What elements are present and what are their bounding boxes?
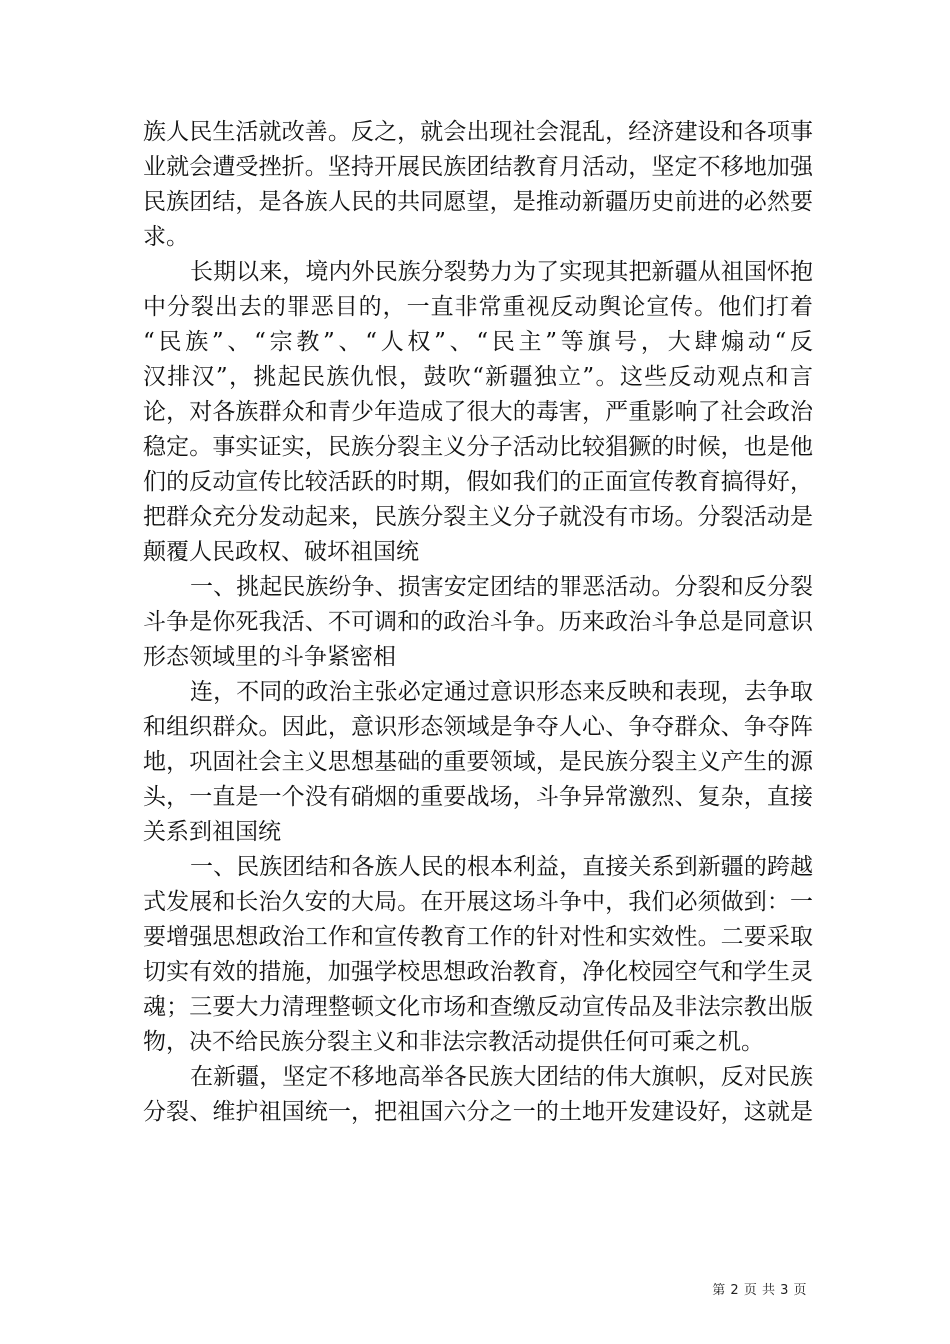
text-line: 关系到祖国统	[143, 819, 281, 845]
text-line: 求。	[143, 224, 189, 250]
text-line: 业就会遭受挫折。坚持开展民族团结教育月活动，坚定不移地加强	[143, 154, 813, 180]
paragraph-4	[143, 675, 813, 850]
text-line: 和组织群众。因此，意识形态领域是争夺人心、争夺群众、争夺阵	[143, 714, 813, 740]
text-line: “民族”、“宗教”、“人权”、“民主”等旗号，大肆煽动“反	[143, 329, 813, 355]
text-line: 把群众充分发动起来，民族分裂主义分子就没有市场。分裂活动是	[143, 504, 813, 530]
text-line: 们的反动宣传比较活跃的时期，假如我们的正面宣传教育搞得好，	[143, 469, 813, 495]
text-line: 一、民族团结和各族人民的根本利益，直接关系到新疆的跨越	[190, 854, 813, 880]
text-line: 切实有效的措施，加强学校思想政治教育，净化校园空气和学生灵	[143, 959, 813, 985]
page-number-footer: 第 2 页 共 3 页	[712, 1283, 807, 1298]
text-line: 地，巩固社会主义思想基础的重要领域，是民族分裂主义产生的源	[143, 749, 813, 775]
text-line: 中分裂出去的罪恶目的，一直非常重视反动舆论宣传。他们打着	[143, 294, 813, 320]
text-line: 魂；三要大力清理整顿文化市场和查缴反动宣传品及非法宗教出版	[143, 994, 813, 1020]
text-line: 分裂、维护祖国统一，把祖国六分之一的土地开发建设好，这就是	[143, 1099, 813, 1125]
text-line: 物，决不给民族分裂主义和非法宗教活动提供任何可乘之机。	[143, 1029, 764, 1055]
text-line: 连，不同的政治主张必定通过意识形态来反映和表现，去争取	[190, 679, 813, 705]
text-line: 论，对各族群众和青少年造成了很大的毒害，严重影响了社会政治	[143, 399, 813, 425]
paragraph-1	[143, 115, 813, 255]
text-line: 形态领域里的斗争紧密相	[143, 644, 396, 670]
text-line: 族人民生活就改善。反之，就会出现社会混乱，经济建设和各项事	[143, 119, 813, 145]
text-line: 颠覆人民政权、破坏祖国统	[143, 539, 419, 565]
paragraph-3	[143, 570, 813, 675]
text-line: 稳定。事实证实，民族分裂主义分子活动比较猖獗的时候，也是他	[143, 434, 813, 460]
text-line: 一、挑起民族纷争、损害安定团结的罪恶活动。分裂和反分裂	[190, 574, 813, 600]
text-line: 汉排汉”，挑起民族仇恨，鼓吹“新疆独立”。这些反动观点和言	[143, 364, 813, 390]
text-line: 头，一直是一个没有硝烟的重要战场，斗争异常激烈、复杂，直接	[143, 784, 813, 810]
text-line: 在新疆，坚定不移地高举各民族大团结的伟大旗帜，反对民族	[190, 1064, 813, 1090]
paragraph-2	[143, 255, 813, 570]
text-line: 要增强思想政治工作和宣传教育工作的针对性和实效性。二要采取	[143, 924, 813, 950]
text-line: 斗争是你死我活、不可调和的政治斗争。历来政治斗争总是同意识	[143, 609, 813, 635]
paragraph-6	[143, 1060, 813, 1130]
text-line: 民族团结，是各族人民的共同愿望，是推动新疆历史前进的必然要	[143, 189, 813, 215]
text-line: 式发展和长治久安的大局。在开展这场斗争中，我们必须做到：一	[143, 889, 813, 915]
text-line: 长期以来，境内外民族分裂势力为了实现其把新疆从祖国怀抱	[190, 259, 813, 285]
document-body	[143, 115, 813, 1130]
paragraph-5	[143, 850, 813, 1060]
